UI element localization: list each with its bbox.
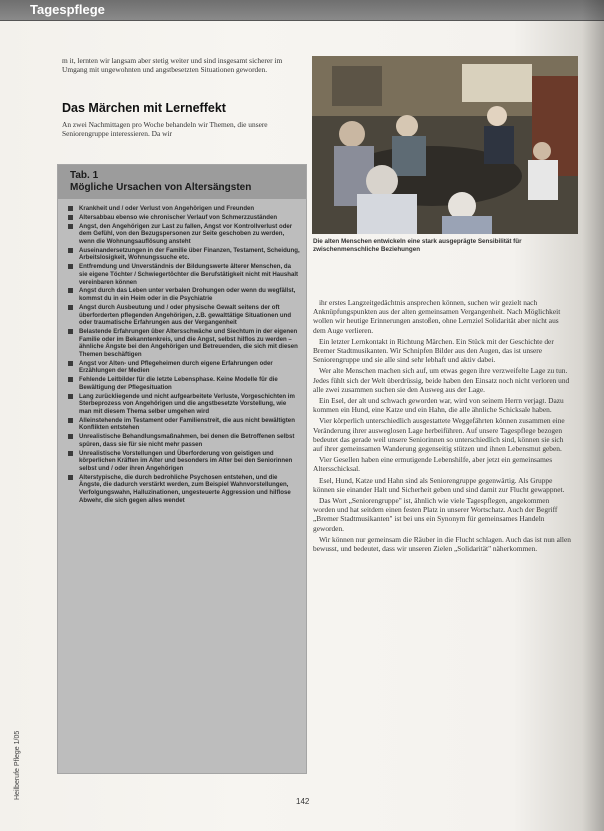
info-table-box xyxy=(57,164,307,774)
side-source-label xyxy=(14,650,26,810)
bullet-square-icon xyxy=(68,394,73,399)
body-paragraph: Esel, Hund, Katze und Hahn sind als Seniorengruppe gegenwärtig. Als Gruppe können sie einander Halt und Sicherheit geben und sind damit zur Flucht gewappnet. xyxy=(313,475,565,494)
photo-caption: Die alten Menschen entwickeln eine stark ausgeprägte Sensibilität für zwischenmenschliche Beziehungen xyxy=(313,238,522,253)
intro-text: m it, lernten wir langsam aber stetig weiter und sind insgesamt sicherer im Umgang mit ungewohnten und angstbesetzten Situationen geworden. xyxy=(62,56,283,75)
page-gutter-shadow xyxy=(582,0,604,831)
table-item-text: Angst durch das Leben unter verbalen Drohungen oder wenn du wegfällst, kommst du in ein Heim oder in die Psychiatrie xyxy=(79,287,296,303)
body-paragraph: Das Wort „Seniorengruppe" ist, ähnlich wie viele Tagespflegen, angekommen worden und hat seitdem einen festen Platz in unserer Wortschatz. Auch der Begriff „Bremer Stadtmusikanten" ist bei uns ein Synonym für gemeinsames Handeln geworden. xyxy=(313,496,558,533)
table-item xyxy=(68,393,300,416)
table-item xyxy=(68,417,300,432)
table-item-text: Alleinstehende im Testament oder Familienstreit, die aus nicht bewältigten Konflikten entstehen xyxy=(79,416,295,432)
table-item xyxy=(68,450,300,473)
table-item xyxy=(68,474,300,504)
table-item xyxy=(68,433,300,448)
section-title: Tagespflege xyxy=(30,2,105,17)
side-source-text: Heilberufe Pflege 1/05 xyxy=(14,730,21,800)
photo-illustration xyxy=(312,56,578,234)
table-item xyxy=(68,304,300,327)
table-item xyxy=(68,287,300,302)
body-paragraph: Vier Gesellen haben eine ermutigende Lebenshilfe, aber jetzt ein gemeinsames Altersschicksal. xyxy=(313,455,553,474)
body-paragraph: Wir können nur gemeinsam die Räuber in die Flucht schlagen. Auch das ist nun allen bewusst, und bedeutet, dass wir unseren Zielen „Solidarität" näherkommen. xyxy=(313,534,571,554)
table-item-text: Altersabbau ebenso wie chronischer Verlauf von Schmerzzuständen xyxy=(79,213,278,221)
right-column-text xyxy=(313,298,573,555)
table-item xyxy=(68,360,300,375)
bullet-square-icon xyxy=(68,305,73,310)
table-item-text: Unrealistische Behandlungsmaßnahmen, bei denen die Betroffenen selbst spüren, dass sie für sie nicht mehr passen xyxy=(79,433,295,448)
bullet-square-icon xyxy=(68,288,73,293)
body-paragraph: Ein Esel, der alt und schwach geworden war, wird von seinem Herrn verjagt. Dazu kommen ein Hund, eine Katze und ein Hahn, die alle ähnliche Schicksale haben. xyxy=(313,396,564,415)
table-item xyxy=(68,376,300,391)
bullet-square-icon xyxy=(68,248,73,253)
table-item-list xyxy=(68,205,300,505)
page-number: 142 xyxy=(296,797,310,806)
table-title: Mögliche Ursachen von Altersängsten xyxy=(70,182,252,193)
table-header xyxy=(58,165,306,199)
bullet-square-icon xyxy=(68,451,73,456)
body-paragraph: Ein letzter Lernkontakt in Richtung Märchen. Ein Stück mit der Geschichte der Bremer Stadtmusikanten. Wir Schnipfen Bilder aus den Augen, das ist unsere Seniorengruppe und sie alle sind sehr lebhaft und aktiv dabei. xyxy=(313,336,554,365)
body-paragraph: Vier körperlich unterschiedlich ausgestattete Weggefährten können zusammen eine Veränderung ihrer ausweglosen Lage herbeiführen. Auf unsere Tagespflege bezogen bedeutet das gerade weil unsere Seniorinnen so unterschiedlich sind, können sie sich auf ihrer gemeinsamen Wanderung gegenseitig stützen und ihnen Lebensmut geben. xyxy=(313,416,565,454)
bullet-square-icon xyxy=(68,361,73,366)
body-paragraph: Wer alte Menschen machen sich auf, um etwas gegen ihre verzweifelte Lage zu tun. Jedes fühlt sich der Welt überdrüssig, beide haben den Einsatz noch nicht verloren und alle zwei zusammen suchen sie den Ausweg aus der Lage. xyxy=(313,366,570,394)
bullet-square-icon xyxy=(68,206,73,211)
table-item-text: Angst durch Ausbeutung und / oder physische Gewalt seitens der oft überforderten pflegenden Angehörigen, z.B. gewalttätige Situationen und oder traumatische Erfahrungen aus der Vergangenheit xyxy=(79,303,292,327)
bullet-square-icon xyxy=(68,434,73,439)
table-item-text: Alterstypische, die durch bedrohliche Psychosen entstehen, und die Ängste, die dadurch verstärkt werden, zum Beispiel Wahnvorstellungen, Verfolgungswahn, Halluzinationen, ungesteuerte Aggression und hilflose Abwehr, die sich gegen alles wendet xyxy=(79,473,291,504)
body-paragraph: ihr erstes Langzeitgedächtnis ansprechen können, suchen wir gezielt nach Anknüpfungspunkten aus der alten gemeinsamen Vergangenheit. Nach Möglichkeit wollen wir heutige Erinnerungen anstoßen, ohne Lernziel Solidarität aber nicht aus dem Auge verlieren. xyxy=(313,298,561,335)
table-item-text: Auseinandersetzungen in der Familie über Finanzen, Testament, Scheidung, Arbeitslosigkeit, Wohnungssuche etc. xyxy=(79,246,300,262)
table-item-text: Angst vor Alten- und Pflegeheimen durch eigene Erfahrungen oder Erzählungen der Medien xyxy=(79,359,273,375)
table-label: Tab. 1 xyxy=(70,170,99,181)
table-item xyxy=(68,328,300,358)
bullet-square-icon xyxy=(68,418,73,423)
table-item-text: Krankheit und / oder Verlust von Angehörigen und Freunden xyxy=(79,205,255,212)
bullet-square-icon xyxy=(68,264,73,269)
table-item xyxy=(68,263,300,286)
table-item-text: Belastende Erfahrungen über Altersschwäche und Siechtum in der eigenen Familie oder im Bekanntenkreis, und die Angst, selbst hilflos zu werden – ähnliche Ängste bei den Angehörigen und Betreuenden, die sich mit diesen Themen beschäftigen xyxy=(79,327,298,358)
table-item-text: Lang zurückliegende und nicht aufgearbeitete Verluste, Vorgeschichten im Sterbeprozess von Angehörigen und die angstbesetzte Vorstellung, wie man mit diesem Thema selber umgehen wird xyxy=(79,392,295,415)
section-heading: Das Märchen mit Lerneffekt xyxy=(62,101,226,115)
bullet-square-icon xyxy=(68,329,73,334)
bullet-square-icon xyxy=(68,224,73,229)
bullet-square-icon xyxy=(68,377,73,382)
table-item xyxy=(68,205,300,213)
table-item-text: Unrealistische Vorstellungen und Überforderung von geistigen und körperlichen Kräften im Alter und besonders im Alter bei den Seniorinnen selbst und / oder ihren Angehörigen xyxy=(79,449,293,472)
section-header xyxy=(0,0,604,21)
bullet-square-icon xyxy=(68,215,73,220)
body-paragraph: An zwei Nachmittagen pro Woche behandeln wir Themen, die unsere Seniorengruppe interessieren. Da wir xyxy=(62,120,268,139)
group-photo xyxy=(312,56,578,234)
table-item-text: Fehlende Leitbilder für die letzte Lebensphase. Keine Modelle für die Bewältigung der Pflegesituation xyxy=(79,376,278,391)
bullet-square-icon xyxy=(68,475,73,480)
table-item xyxy=(68,223,300,246)
table-item xyxy=(68,247,300,262)
table-item-text: Angst, den Angehörigen zur Last zu fallen, Angst vor Kontrollverlust oder dem Gefühl, von den Bezugspersonen zur Seite geschoben zu werden, wenn die Wohnungsauflösung ansteht xyxy=(79,222,293,245)
table-item xyxy=(68,214,300,222)
table-item-text: Entfremdung und Unverständnis der Bildungswerte älterer Menschen, da sie eigene Töchter / Schwiegertöchter die Berufstätigkeit nicht mit Haushalt vereinbaren können xyxy=(79,263,299,286)
